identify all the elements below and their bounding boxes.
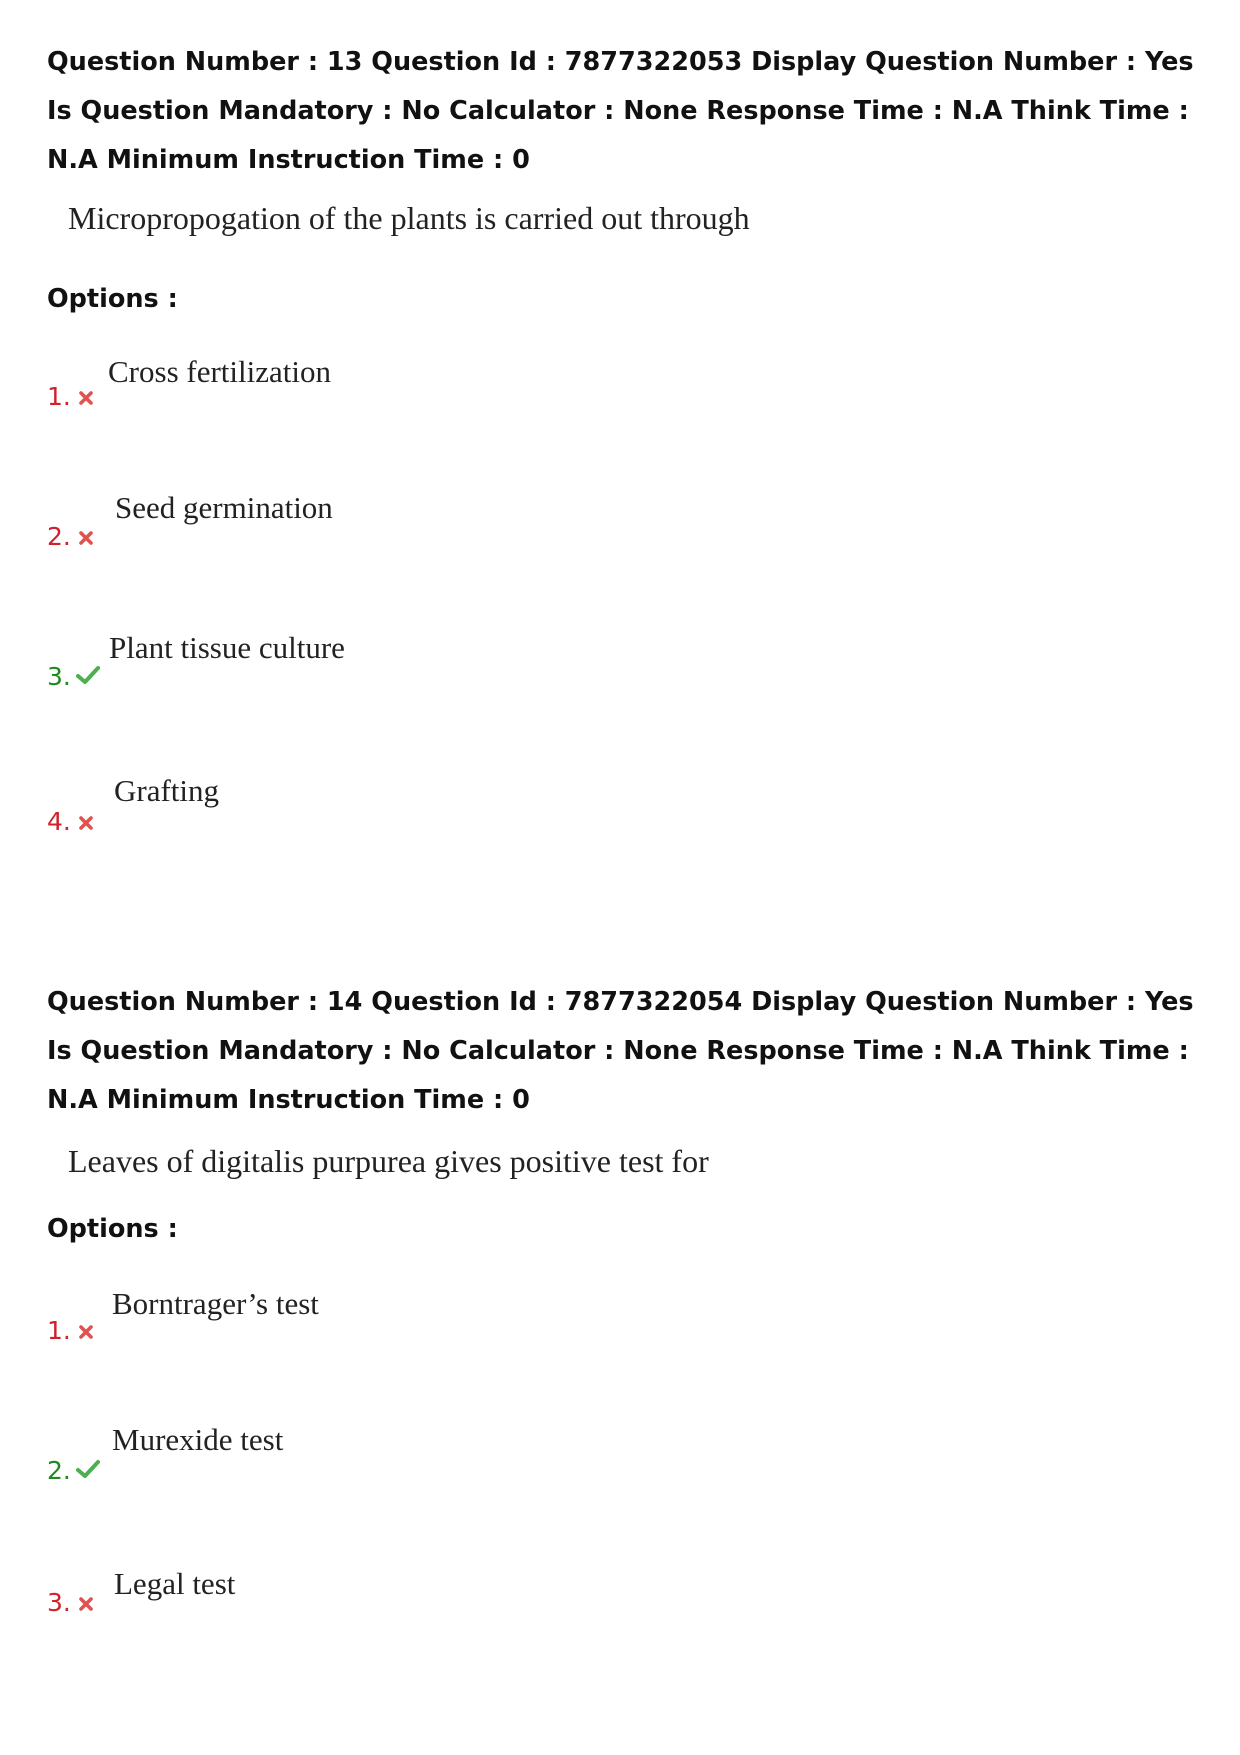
option-number: 2. bbox=[47, 522, 71, 551]
option-number: 1. bbox=[47, 382, 71, 411]
option-item bbox=[0, 630, 800, 730]
cross-icon bbox=[78, 1596, 94, 1616]
cross-icon bbox=[78, 1324, 94, 1344]
option-item bbox=[0, 775, 800, 875]
option-number: 3. bbox=[47, 662, 71, 691]
cross-icon bbox=[78, 815, 94, 835]
option-number: 3. bbox=[47, 1588, 71, 1617]
option-number: 1. bbox=[47, 1316, 71, 1345]
options-label: Options : bbox=[47, 1214, 178, 1244]
option-text: Cross fertilization bbox=[108, 354, 331, 389]
option-text: Murexide test bbox=[112, 1422, 284, 1457]
option-number: 2. bbox=[47, 1456, 71, 1485]
question-text: Micropropogation of the plants is carried out through bbox=[68, 200, 750, 236]
cross-icon bbox=[78, 390, 94, 410]
question-meta: Question Number : 13 Question Id : 7877322053 Display Question Number : Yes Is Question Mandatory : No Calculator : None Response Time : N.A Think Time : N.A Minimum Instruction Time : 0 bbox=[47, 47, 1194, 175]
option-number: 4. bbox=[47, 807, 71, 836]
option-text: Seed germination bbox=[115, 490, 333, 525]
options-label: Options : bbox=[47, 284, 178, 314]
check-icon bbox=[76, 1459, 100, 1483]
cross-icon bbox=[78, 530, 94, 550]
option-item bbox=[0, 1558, 800, 1658]
option-text: Grafting bbox=[114, 773, 220, 808]
option-text: Plant tissue culture bbox=[109, 630, 345, 665]
option-item bbox=[0, 490, 800, 590]
question-text: Leaves of digitalis purpurea gives positive test for bbox=[68, 1143, 709, 1179]
option-item bbox=[0, 350, 800, 450]
option-text: Borntrager’s test bbox=[112, 1286, 319, 1321]
option-item bbox=[0, 1286, 800, 1386]
option-text: Legal test bbox=[114, 1566, 236, 1601]
check-icon bbox=[76, 665, 100, 689]
question-meta: Question Number : 14 Question Id : 7877322054 Display Question Number : Yes Is Question Mandatory : No Calculator : None Response Time : N.A Think Time : N.A Minimum Instruction Time : 0 bbox=[47, 987, 1194, 1115]
option-item bbox=[0, 1422, 800, 1526]
